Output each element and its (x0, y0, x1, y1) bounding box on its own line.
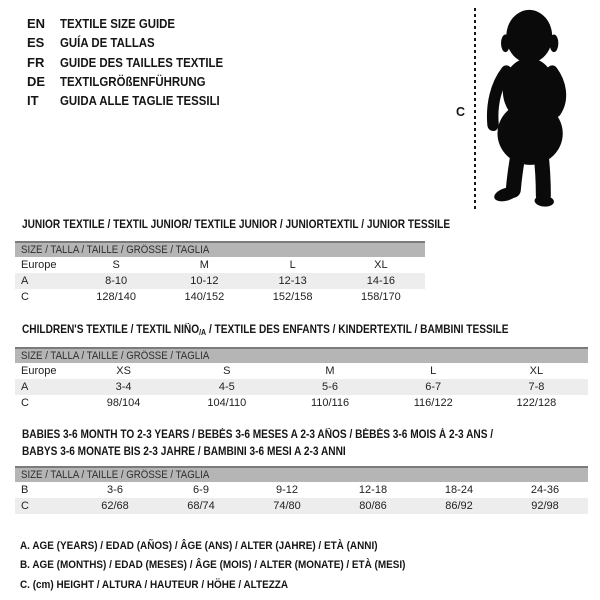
table-cell: 152/158 (272, 291, 313, 303)
table-cell: 12-13 (278, 275, 307, 287)
table-cell: L (430, 365, 437, 377)
table-cell: 68/74 (187, 500, 215, 512)
table-row (15, 498, 588, 514)
size-table-section (15, 322, 588, 411)
language-title (60, 72, 225, 91)
table-cell: 92/98 (531, 500, 559, 512)
table-row (15, 257, 425, 273)
language-code: IT (27, 93, 39, 109)
table-row (15, 379, 588, 395)
table-cell: 98/104 (106, 397, 141, 409)
table-cell: M (325, 365, 335, 377)
table-row (15, 395, 588, 411)
row-label: Europe (21, 259, 57, 271)
language-row (27, 14, 245, 33)
table-rows (15, 257, 425, 305)
footnote-text: B. AGE (MONTHS) / EDAD (MESES) / ÂGE (MOIS) / ALTER (MONATE) / ETÀ (MESI) (20, 559, 406, 572)
language-title-text: GUIDA ALLE TAGLIE TESSILI (60, 93, 220, 109)
size-table (15, 347, 588, 411)
table-cell: 3-6 (107, 484, 123, 496)
row-label: B (21, 484, 29, 496)
table-cell: 116/122 (413, 397, 453, 409)
table-size-header (15, 347, 588, 363)
table-cell: 80/86 (359, 500, 387, 512)
table-cell: 8-10 (105, 275, 128, 287)
footnote-text: A. AGE (YEARS) / EDAD (AÑOS) / ÂGE (ANS) / ALTER (JAHRE) / ETÀ (ANNI) (20, 540, 378, 552)
table-cell: 6-9 (193, 484, 209, 496)
table-cell: 62/68 (101, 500, 129, 512)
table-cell: XL (374, 259, 388, 271)
table-title (15, 427, 588, 444)
table-title-text (22, 217, 450, 234)
language-title-text: TEXTILGRÖßENFÜHRUNG (60, 73, 206, 89)
language-title (60, 14, 191, 33)
footnote-line (20, 537, 458, 556)
row-label: Europe (21, 365, 57, 377)
table-cell: 14-16 (366, 275, 395, 287)
table-title-text (22, 322, 508, 341)
table-cell: 6-7 (425, 381, 442, 393)
table-cell: XS (116, 365, 131, 377)
table-cell: 122/128 (516, 397, 557, 409)
table-row (15, 273, 425, 289)
table-title-subscript: /A (199, 328, 207, 337)
table-title-segment: BABIES 3-6 MONTH TO 2-3 YEARS / BEBÉS 3-6 MESES A 2-3 AÑOS / BÉBÉS 3-6 MOIS À 2-3 ANS / (22, 429, 494, 441)
table-title (15, 444, 588, 461)
language-list (27, 14, 245, 110)
language-row (27, 91, 245, 110)
table-cell: 140/152 (184, 291, 225, 303)
language-row (27, 33, 245, 52)
language-title (60, 33, 168, 52)
table-cell: 12-18 (358, 484, 388, 496)
table-size-header (15, 241, 425, 257)
table-title-segment: JUNIOR TEXTILE / TEXTIL JUNIOR/ TEXTILE JUNIOR / JUNIORTEXTIL / JUNIOR TESSILE (22, 219, 451, 231)
table-cell: 7-8 (528, 381, 545, 393)
table-cell: 4-5 (218, 381, 235, 393)
table-row (15, 363, 588, 379)
language-code: DE (27, 73, 46, 89)
table-title-text (22, 427, 493, 444)
language-title-text: TEXTILE SIZE GUIDE (60, 16, 176, 31)
table-cell: 5-6 (322, 381, 338, 393)
row-label: C (21, 397, 29, 409)
table-title-segment: / TEXTILE DES ENFANTS / KINDERTEXTIL / BAMBINI TESSILE (206, 324, 509, 336)
language-title-text: GUÍA DE TALLAS (60, 35, 155, 51)
size-table (15, 466, 588, 514)
table-cell: 110/116 (310, 397, 350, 409)
row-label: C (21, 500, 29, 512)
table-row (15, 482, 588, 498)
table-cell: 158/170 (360, 291, 401, 303)
table-cell: 10-12 (190, 275, 219, 287)
language-title (60, 91, 242, 110)
row-label: A (21, 275, 29, 287)
language-code: EN (27, 16, 46, 31)
table-rows (15, 482, 588, 514)
row-label: C (21, 291, 29, 303)
size-table-section (15, 217, 451, 305)
table-cell: 9-12 (275, 484, 299, 496)
table-cell: S (112, 259, 120, 271)
footnote-text: C. (cm) HEIGHT / ALTURA / HAUTEUR / HÖHE / ALTEZZA (20, 578, 289, 591)
table-cell: 74/80 (273, 500, 301, 512)
table-title-segment: BABYS 3-6 MONATE BIS 2-3 JAHRE / BAMBINI 3-6 MESI A 2-3 ANNI (22, 446, 346, 458)
table-cell: 128/140 (96, 291, 136, 303)
table-cell: 24-36 (530, 484, 560, 496)
footnote-line (20, 556, 458, 575)
table-cell: XL (529, 365, 544, 377)
table-row (15, 289, 425, 305)
table-title-segment: CHILDREN'S TEXTILE / TEXTIL NIÑO (22, 324, 200, 336)
table-cell: 86/92 (445, 500, 473, 512)
table-cell: 3-4 (115, 381, 132, 393)
language-title-text: GUIDE DES TAILLES TEXTILE (60, 54, 224, 70)
table-size-header-text: SIZE / TALLA / TAILLE / GRÖSSE / TAGLIA (21, 469, 210, 481)
table-title (15, 217, 451, 234)
table-rows (15, 363, 588, 411)
size-table (15, 241, 425, 305)
height-measure-dashed-line (474, 8, 476, 210)
table-size-header-text: SIZE / TALLA / TAILLE / GRÖSSE / TAGLIA (21, 244, 210, 256)
height-measure-label: C (456, 105, 466, 119)
size-table-section (15, 427, 588, 514)
language-row (27, 72, 245, 91)
footnote-line (20, 576, 458, 595)
footnotes (20, 537, 458, 595)
table-cell: 104/110 (207, 397, 247, 409)
table-cell: 18-24 (444, 484, 474, 496)
table-size-header (15, 466, 588, 482)
row-label: A (21, 381, 29, 393)
language-code: FR (27, 54, 45, 70)
table-size-header-text: SIZE / TALLA / TAILLE / GRÖSSE / TAGLIA (21, 350, 210, 362)
table-cell: L (289, 259, 296, 271)
language-code: ES (27, 35, 45, 51)
table-cell: S (223, 365, 231, 377)
language-title (60, 53, 245, 72)
baby-silhouette-icon (486, 6, 576, 210)
table-cell: M (199, 259, 209, 271)
table-title-text (22, 444, 346, 461)
table-title (15, 322, 588, 341)
language-row (27, 53, 245, 72)
